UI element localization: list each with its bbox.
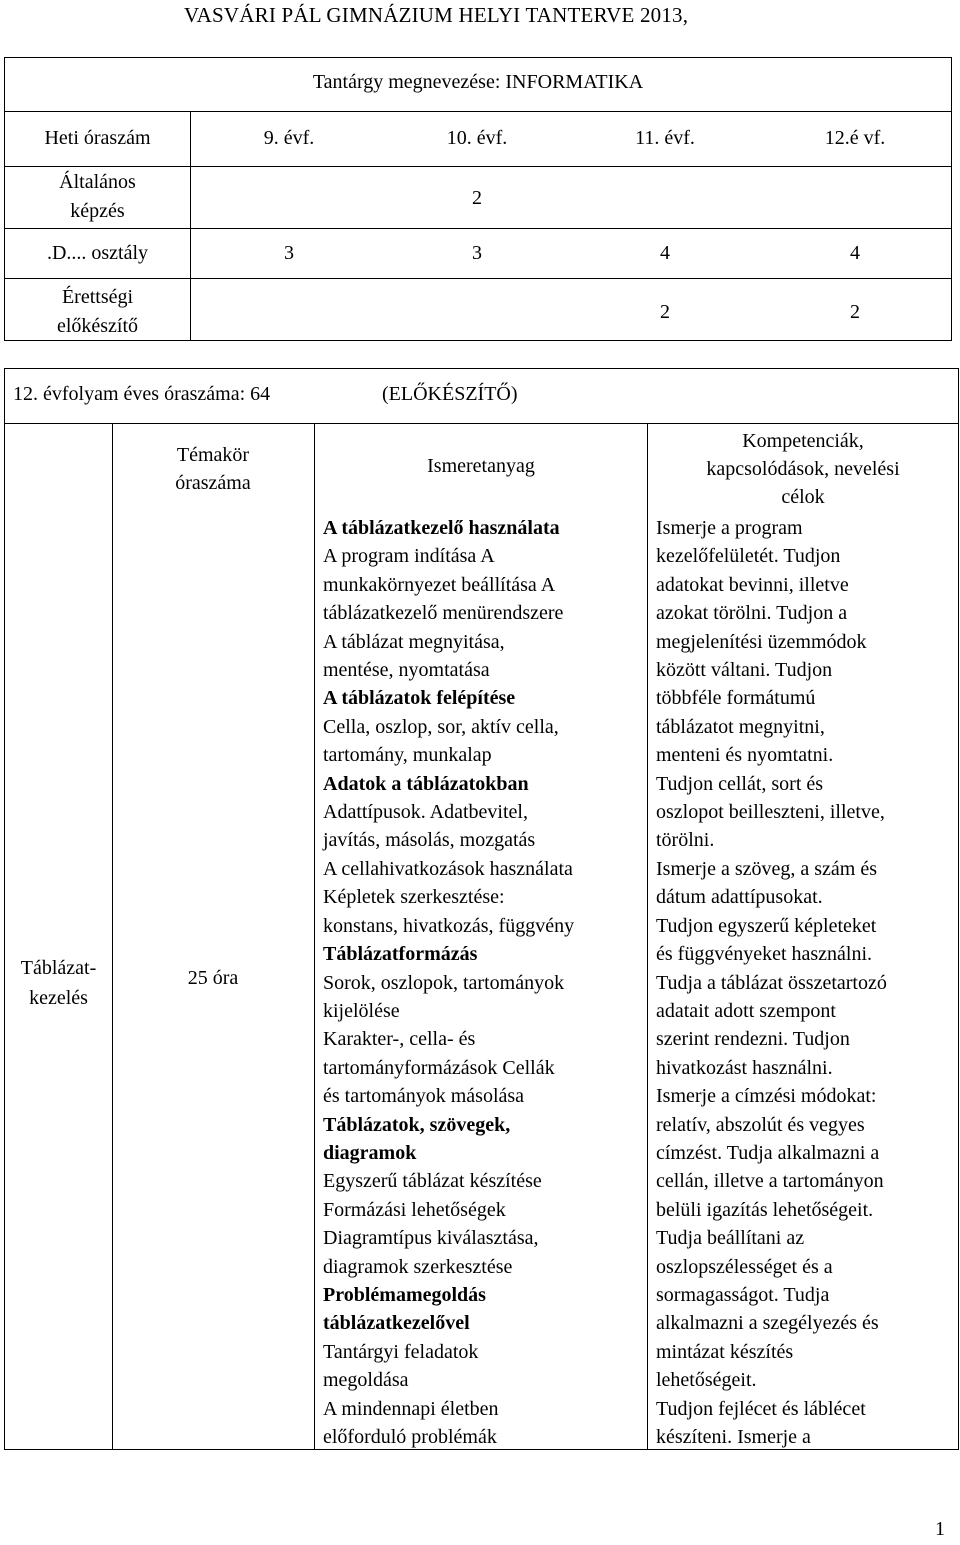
- d-class-label: .D.... osztály: [46, 242, 149, 264]
- content-line: Adattípusok. Adatbevitel,: [323, 801, 528, 824]
- competency-line: adatait adott szempont: [656, 999, 836, 1022]
- exam-prep-value-11: 2: [660, 301, 670, 323]
- content-section-heading: Táblázatok, szövegek,: [323, 1113, 511, 1136]
- curriculum-table: [4, 368, 959, 1450]
- document-title: VASVÁRI PÁL GIMNÁZIUM HELYI TANTERVE 2013,: [184, 3, 689, 27]
- d-class-value-12: 4: [850, 242, 860, 264]
- competency-line: alkalmazni a szegélyezés és: [656, 1312, 879, 1335]
- topic-name: Táblázat- kezelés: [20, 957, 97, 1009]
- competency-line: Tudjon egyszerű képleteket: [656, 914, 877, 937]
- topic-hours: 25 óra: [187, 967, 239, 989]
- d-class-value-10: 3: [472, 242, 482, 264]
- content-section-heading: A táblázatok felépítése: [323, 687, 516, 710]
- competency-line: Tudja a táblázat összetartozó: [656, 971, 887, 994]
- content-line: A cellahivatkozások használata: [323, 857, 573, 880]
- content-line: A táblázat megnyitása,: [323, 630, 505, 653]
- content-line: Egyszerű táblázat készítése: [323, 1170, 542, 1193]
- competency-line: Tudjon cellát, sort és: [656, 772, 824, 795]
- competency-line: Ismerje a szöveg, a szám és: [656, 857, 878, 880]
- competency-line: oszlopszélességet és a: [656, 1255, 833, 1278]
- content-line: Képletek szerkesztése:: [323, 886, 505, 909]
- content-line: mentése, nyomtatása: [323, 659, 490, 682]
- exam-prep-value-12: 2: [850, 301, 860, 323]
- competency-line: címzést. Tudja alkalmazni a: [656, 1141, 880, 1164]
- row-divider: [5, 111, 951, 112]
- row-divider: [5, 166, 951, 167]
- year-title: 12. évfolyam éves óraszáma: 64: [13, 383, 271, 405]
- competency-line: Tudja beállítani az: [656, 1227, 805, 1250]
- competency-line: lehetőségeit.: [656, 1369, 757, 1392]
- content-line: Diagramtípus kiválasztása,: [323, 1227, 539, 1250]
- content-line: Karakter-, cella- és: [323, 1028, 476, 1051]
- competency-line: azokat törölni. Tudjon a: [656, 602, 848, 625]
- competency-line: hivatkozást használni.: [656, 1056, 833, 1079]
- grade-10-header: 10. évf.: [446, 127, 508, 149]
- competency-line: sormagasságot. Tudja: [656, 1283, 830, 1306]
- competency-line: és függvényeket használni.: [656, 943, 873, 966]
- content-line: megoldása: [323, 1369, 409, 1392]
- competency-line: oszlopot beilleszteni, illetve,: [656, 801, 885, 824]
- content-section-heading: táblázatkezelővel: [323, 1312, 470, 1335]
- content-header: Ismeretanyag: [427, 455, 535, 477]
- competency-line: relatív, abszolút és vegyes: [656, 1113, 865, 1136]
- content-line: tartományformázások Cellák: [323, 1056, 555, 1079]
- schedule-table: [4, 57, 952, 341]
- topic-hours-header: Témakör óraszáma: [175, 444, 251, 494]
- content-line: javítás, másolás, mozgatás: [323, 829, 536, 852]
- d-class-value-9: 3: [284, 242, 294, 264]
- content-line: konstans, hivatkozás, függvény: [323, 914, 575, 937]
- general-label: Általános képzés: [59, 171, 136, 222]
- competency-line: táblázatot megnyitni,: [656, 715, 825, 738]
- content-section-heading: Problémamegoldás: [323, 1283, 486, 1306]
- grade-11-header: 11. évf.: [635, 127, 695, 149]
- page-number: 1: [935, 1518, 945, 1540]
- content-line: előforduló problémák: [323, 1426, 497, 1448]
- competency-line: szerint rendezni. Tudjon: [656, 1028, 850, 1051]
- content-section-heading: A táblázatkezelő használata: [323, 517, 560, 539]
- grade-9-header: 9. évf.: [263, 127, 315, 149]
- competency-line: adatokat bevinni, illetve: [656, 573, 849, 596]
- competency-line: dátum adattípusokat.: [656, 886, 823, 909]
- exam-prep-label: Érettségi előkészítő: [56, 286, 139, 337]
- content-line: kijelölése: [323, 999, 400, 1022]
- content-section-heading: Adatok a táblázatokban: [323, 772, 529, 795]
- competency-line: menteni és nyomtatni.: [656, 744, 834, 767]
- d-class-value-11: 4: [660, 242, 670, 264]
- content-section-heading: Táblázatformázás: [323, 943, 478, 966]
- competencies-header: Kompetenciák, kapcsolódások, nevelési célok: [706, 430, 900, 508]
- grade-12-header: 12.é vf.: [824, 127, 886, 149]
- general-value: 2: [472, 187, 482, 209]
- column-divider: [190, 111, 191, 340]
- competency-line: között váltani. Tudjon: [656, 659, 833, 682]
- competency-line: többféle formátumú: [656, 687, 816, 710]
- content-line: A mindennapi életben: [323, 1397, 499, 1420]
- content-line: Formázási lehetőségek: [323, 1198, 506, 1221]
- content-line: Sorok, oszlopok, tartományok: [323, 971, 565, 994]
- competency-line: kezelőfelületét. Tudjon: [656, 545, 841, 568]
- content-line: táblázatkezelő menürendszere: [323, 602, 564, 625]
- title-row-divider: [5, 423, 958, 424]
- column-divider: [314, 423, 315, 1449]
- competency-line: Ismerje a címzési módokat:: [656, 1085, 877, 1108]
- competency-line: megjelenítési üzemmódok: [656, 630, 867, 653]
- content-line: tartomány, munkalap: [323, 744, 492, 767]
- competency-line: Tudjon fejlécet és láblécet: [656, 1397, 866, 1420]
- column-divider: [112, 423, 113, 1449]
- competency-line: Ismerje a program: [656, 517, 803, 539]
- content-section-heading: diagramok: [323, 1141, 417, 1164]
- subject-label: Tantárgy megnevezése: INFORMATIKA: [312, 71, 644, 93]
- content-list: [323, 514, 645, 1451]
- content-line: Cella, oszlop, sor, aktív cella,: [323, 715, 559, 738]
- competency-line: cellán, illetve a tartományon: [656, 1170, 884, 1193]
- row-divider: [5, 278, 951, 279]
- content-line: és tartományok másolása: [323, 1085, 525, 1108]
- content-line: munkakörnyezet beállítása A: [323, 573, 556, 596]
- content-line: A program indítása A: [323, 545, 495, 568]
- column-divider: [647, 423, 648, 1449]
- content-line: diagramok szerkesztése: [323, 1255, 513, 1278]
- year-type: (ELŐKÉSZÍTŐ): [382, 383, 518, 405]
- content-line: Tantárgyi feladatok: [323, 1340, 479, 1363]
- weekly-hours-label: Heti óraszám: [44, 127, 151, 149]
- competency-line: belüli igazítás lehetőségeit.: [656, 1198, 874, 1221]
- competency-line: mintázat készítés: [656, 1340, 794, 1363]
- competency-line: készíteni. Ismerje a: [656, 1426, 811, 1448]
- competency-line: törölni.: [656, 829, 715, 852]
- competency-list: [656, 514, 958, 1451]
- row-divider: [5, 228, 951, 229]
